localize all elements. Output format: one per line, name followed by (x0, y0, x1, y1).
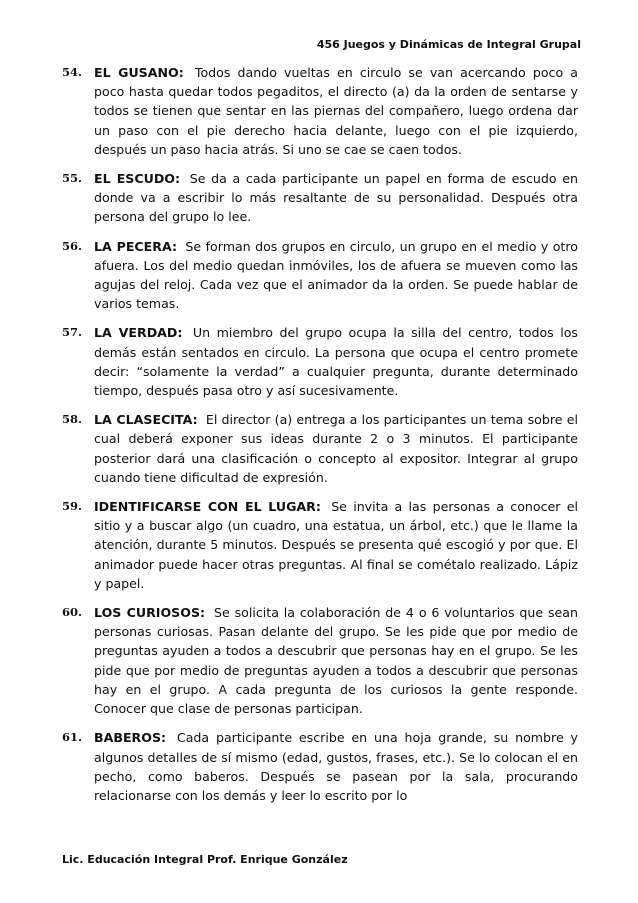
entry-paragraph (94, 63, 578, 159)
entry-body: Un miembro del grupo ocupa la silla del centro, todos los demás están sentados en circulo. La persona que ocupa el centro promete decir: “solamente la verdad” a cualquier pregunta, durante determinado tiempo, después pasa otro y así sucesivamente. (94, 325, 578, 399)
entry-body: Todos dando vueltas en circulo se van acercando poco a poco hasta quedar todos pegaditos, el directo (a) da la orden de sentarse y todos se tienen que sentar en las piernas del compañero, luego ordena dar un paso con el pie derecho hacia delante, luego con el pie izquierdo, después un paso hacia atrás. Si uno se cae se caen todos. (94, 65, 578, 157)
entry-body: Se da a cada participante un papel en forma de escudo en donde va a escribir lo más resaltante de su personalidad. Después otra persona del grupo lo lee. (94, 171, 578, 225)
entry-paragraph (94, 237, 578, 314)
entry-body: Cada participante escribe en una hoja grande, su nombre y algunos detalles de sí mismo (edad, gustos, frases, etc.). Se lo colocan el en pecho, como baberos. Después se pasean por la sala, procurando relacionarse con los demás y leer lo escrito por lo (94, 730, 578, 803)
entry-body: El director (a) entrega a los participantes un tema sobre el cual deberá exponer sus ideas durante 2 o 3 minutos. El participante posterior dará una clasificación o concepto al expositor. Integrar al grupo cuando tiene dificultad de expresión. (94, 412, 578, 485)
entry-title: BABEROS: (94, 730, 167, 746)
entry-list (62, 63, 578, 815)
entry-title: EL GUSANO: (94, 65, 184, 80)
entry-number: 56. (62, 238, 83, 253)
entry-55 (62, 169, 578, 227)
entry-paragraph (94, 497, 578, 593)
entry-paragraph (94, 323, 578, 400)
entry-title: LA CLASECITA: (94, 412, 198, 428)
entry-paragraph (94, 169, 578, 227)
entry-title: LA VERDAD: (94, 325, 183, 341)
entry-number: 61. (62, 730, 83, 745)
entry-61 (62, 728, 578, 805)
entry-54 (62, 63, 578, 159)
entry-number: 58. (62, 412, 83, 427)
entry-56 (62, 237, 578, 314)
entry-58 (62, 410, 578, 487)
entry-title: LA PECERA: (94, 238, 177, 254)
entry-number: 57. (62, 325, 83, 340)
entry-paragraph (94, 410, 578, 487)
entry-body: Se solicita la colaboración de 4 o 6 voluntarios que sean personas curiosas. Pasan delante del grupo. Se les pide que por medio de preguntas ayuden a todos a descubrir que personas hay en el grupo. Se les pide que por medio de preguntas ayuden a todos a descubrir que personas hay en el grupo. A cada pregunta de los curiosos la gente responde. Conocer que clase de personas participan. (94, 605, 578, 717)
entry-paragraph (94, 603, 578, 718)
entry-title: IDENTIFICARSE CON EL LUGAR: (94, 499, 321, 515)
entry-number: 60. (62, 605, 83, 620)
entry-57 (62, 323, 578, 400)
entry-title: EL ESCUDO: (94, 171, 181, 187)
page-header: 456 Juegos y Dinámicas de Integral Grupal (316, 38, 581, 51)
entry-number: 59. (62, 499, 83, 514)
entry-number: 54. (62, 65, 83, 79)
page-footer: Lic. Educación Integral Prof. Enrique González (62, 853, 348, 866)
entry-60 (62, 603, 578, 718)
entry-number: 55. (62, 171, 83, 186)
entry-paragraph (94, 728, 578, 805)
entry-title: LOS CURIOSOS: (94, 605, 206, 621)
entry-body: Se invita a las personas a conocer el sitio y a buscar algo (un cuadro, una estatua, un árbol, etc.) que le llame la atención, durante 5 minutos. Después se presenta qué escogió y por que. El animador puede hacer otras preguntas. Al final se cométalo realizado. Lápiz y papel. (94, 499, 578, 591)
entry-body: Se forman dos grupos en circulo, un grupo en el medio y otro afuera. Los del medio quedan inmóviles, los de afuera se mueven como las agujas del reloj. Cada vez que el animador da la orden. Se puede hablar de varios temas. (94, 238, 578, 312)
entry-59 (62, 497, 578, 593)
